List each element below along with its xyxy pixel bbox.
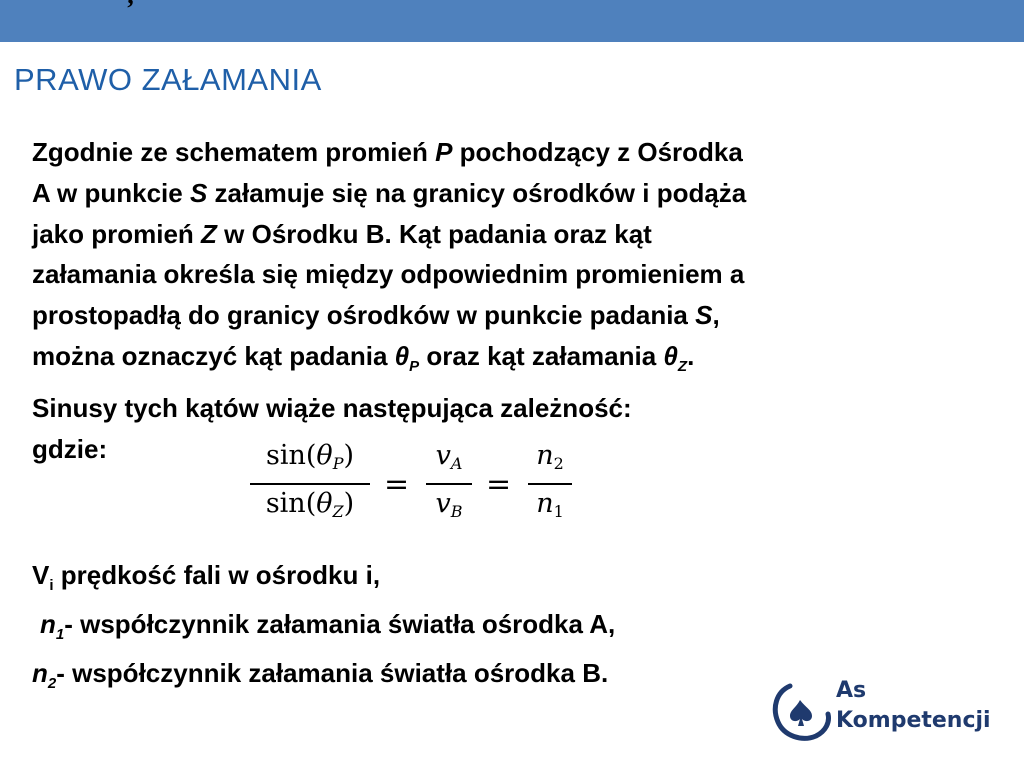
text-run: można oznaczyć kąt padania [32,340,395,371]
paragraph-line-2 [32,173,992,214]
fraction-velocities [426,437,472,531]
definition-velocity [32,556,615,605]
paragraph-line-5 [32,295,992,336]
paragraph-line-8: gdzie: [32,433,108,464]
theta-symbol: θ [394,340,410,371]
subscript: 1 [55,626,65,643]
theta-subscript: P [409,357,420,375]
as-kompetencji-logo [770,676,1000,746]
definition-n2 [32,654,615,703]
equals-sign: = [486,467,512,502]
point-s-label: S [695,300,713,331]
text-run: n [32,658,48,688]
logo-line-1: As [836,678,867,703]
fraction-denominator: n1 [536,488,564,521]
slide-title: PRAWO ZAŁAMANIA [14,62,322,97]
fraction-numerator: vA [435,440,463,473]
equals-sign: = [384,467,410,502]
definitions-list [32,556,615,703]
text-run: A w punkcie [32,177,190,208]
point-s-label: S [189,177,208,208]
fraction-indices [528,437,572,531]
ray-z-label: Z [201,218,217,249]
fraction-numerator: sin(θP) [266,440,354,473]
definition-n1 [32,605,615,654]
text-run: pochodzący z Ośrodka [452,137,743,167]
paragraph-line-4: załamania określa się między odpowiednim promieniem a [32,259,745,290]
fraction-denominator: sin(θZ) [265,488,355,521]
paragraph-line-1 [32,132,992,173]
spade-emblem-icon [770,678,832,744]
text-run: n [40,609,56,639]
text-run: , [712,300,720,331]
fraction-numerator: n2 [536,440,564,473]
text-run: jako promień [32,218,202,249]
text-run: - współczynnik załamania światła ośrodka A, [64,609,616,639]
fraction-denominator: vB [435,488,463,521]
theta-subscript: Z [677,357,688,375]
logo-line-2: Kompetencji [836,708,991,733]
text-run: V [32,560,50,590]
text-run: - współczynnik załamania światła ośrodka B. [56,658,609,688]
text-run: . [687,340,695,371]
ray-p-label: P [435,137,453,167]
theta-symbol: θ [663,340,678,371]
subscript: i [49,577,54,594]
top-bar-mark: ’ [126,0,135,23]
text-run: prostopadłą do granicy ośrodków w punkcie padania [32,300,696,331]
paragraph-line-6 [32,336,992,388]
top-bar [0,0,1024,42]
fraction-sines [250,437,370,531]
text-run: prędkość fali w ośrodku i, [53,560,381,590]
paragraph-line-7: Sinusy tych kątów wiąże następująca zależność: [32,392,632,423]
body-paragraph [32,132,992,469]
text-run: Zgodnie ze schematem promień [32,137,436,167]
logo-wordmark [836,676,991,736]
text-run: załamuje się na granicy ośrodków i podąża [207,177,747,208]
text-run: oraz kąt załamania [419,340,664,371]
text-run: w Ośrodku B. Kąt padania oraz kąt [216,218,652,249]
snell-formula [250,437,580,537]
subscript: 2 [47,675,57,692]
paragraph-line-3 [32,214,992,255]
